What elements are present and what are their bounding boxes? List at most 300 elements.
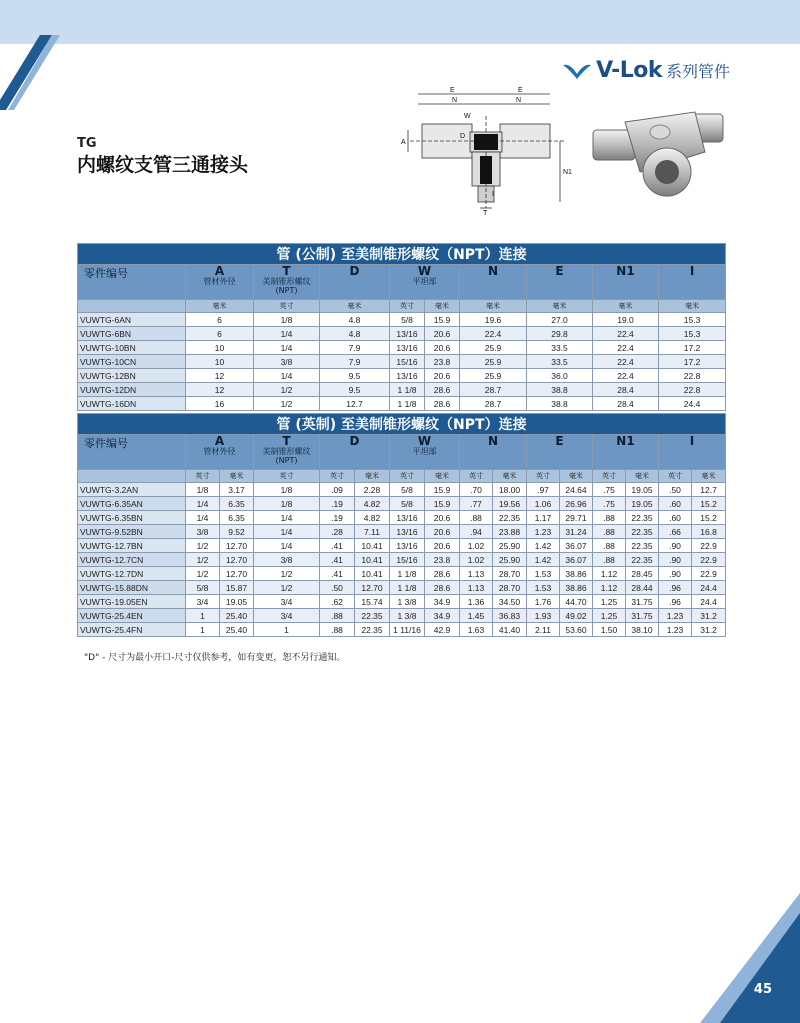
- table-cell: 22.8: [659, 383, 726, 397]
- table-cell: 6.35: [220, 497, 254, 511]
- table-cell: 20.6: [425, 327, 460, 341]
- table-cell: 36.07: [560, 539, 593, 553]
- table-cell: 22.35: [626, 539, 659, 553]
- table-cell: .97: [527, 483, 560, 497]
- table-cell: 1 1/8: [390, 581, 425, 595]
- imperial-units-row: 英寸 毫米 英寸 英寸 毫米 英寸 毫米 英寸 毫米 英寸 毫米 英寸 毫米 英寸 毫米: [78, 470, 726, 483]
- col-n1: N1: [593, 435, 659, 470]
- table-cell: 10: [186, 355, 254, 369]
- col-part-number: 零件编号: [78, 435, 186, 470]
- table-cell: 10.41: [355, 567, 390, 581]
- col-part-number: 零件编号: [78, 265, 186, 300]
- table-cell: 10.41: [355, 539, 390, 553]
- part-number-cell: VUWTG-6.35AN: [78, 497, 186, 511]
- table-cell: 22.9: [692, 553, 726, 567]
- corner-decoration: [600, 873, 800, 1023]
- table-cell: 44.70: [560, 595, 593, 609]
- table-cell: 38.86: [560, 567, 593, 581]
- table-cell: 28.6: [425, 567, 460, 581]
- table-cell: .88: [593, 511, 626, 525]
- page-number: 45: [753, 982, 772, 997]
- table-cell: 28.70: [493, 581, 527, 595]
- dim-i: I: [492, 191, 494, 198]
- table-cell: 12.70: [355, 581, 390, 595]
- table-cell: 25.90: [493, 539, 527, 553]
- table-cell: 38.86: [560, 581, 593, 595]
- corner-stripes: [0, 0, 60, 110]
- table-cell: .94: [460, 525, 493, 539]
- table-cell: 7.9: [320, 341, 390, 355]
- table-cell: 3/8: [186, 525, 220, 539]
- table-cell: 31.75: [626, 609, 659, 623]
- table-cell: .41: [320, 567, 355, 581]
- table-cell: 42.9: [425, 623, 460, 637]
- table-cell: 9.5: [320, 383, 390, 397]
- table-cell: 1.36: [460, 595, 493, 609]
- table-cell: 28.6: [425, 581, 460, 595]
- table-cell: 53.60: [560, 623, 593, 637]
- table-cell: .62: [320, 595, 355, 609]
- table-row: [78, 355, 726, 369]
- part-number-cell: VUWTG-3.2AN: [78, 483, 186, 497]
- col-i: I: [659, 435, 726, 470]
- table-cell: 38.8: [527, 397, 593, 411]
- dim-d: D: [460, 133, 466, 140]
- table-cell: 12: [186, 369, 254, 383]
- table-cell: .90: [659, 553, 692, 567]
- table-cell: 1/8: [254, 313, 320, 327]
- table-cell: 22.4: [593, 327, 659, 341]
- table-cell: 6: [186, 313, 254, 327]
- col-d: D: [320, 435, 390, 470]
- part-number-cell: VUWTG-25.4EN: [78, 609, 186, 623]
- table-cell: 12.70: [220, 567, 254, 581]
- table-cell: .96: [659, 595, 692, 609]
- table-cell: 3/4: [254, 609, 320, 623]
- table-cell: .41: [320, 553, 355, 567]
- table-cell: 33.5: [527, 341, 593, 355]
- imperial-table-title: 管 (英制) 至美制锥形螺纹（NPT）连接: [78, 414, 726, 435]
- dim-e-left: E: [450, 87, 455, 94]
- col-d: D: [320, 265, 390, 300]
- table-cell: .88: [320, 609, 355, 623]
- table-cell: 1.02: [460, 553, 493, 567]
- product-code: TG: [77, 136, 97, 151]
- table-cell: 1/2: [254, 567, 320, 581]
- table-cell: 13/16: [390, 539, 425, 553]
- table-cell: 26.96: [560, 497, 593, 511]
- table-cell: 10: [186, 341, 254, 355]
- table-cell: 34.9: [425, 595, 460, 609]
- table-cell: 1.06: [527, 497, 560, 511]
- table-cell: .41: [320, 539, 355, 553]
- table-cell: 13/16: [390, 369, 425, 383]
- table-cell: 1/2: [254, 397, 320, 411]
- table-cell: 1/2: [186, 553, 220, 567]
- table-cell: .70: [460, 483, 493, 497]
- table-cell: 31.75: [626, 595, 659, 609]
- table-cell: 25.9: [460, 341, 527, 355]
- table-cell: 1/2: [186, 567, 220, 581]
- table-cell: 19.05: [626, 483, 659, 497]
- col-w: W 平坦部: [390, 435, 460, 470]
- col-a: A 管材外径: [186, 265, 254, 300]
- table-cell: 1.25: [593, 609, 626, 623]
- table-cell: 24.64: [560, 483, 593, 497]
- table-cell: 29.8: [527, 327, 593, 341]
- table-cell: 20.6: [425, 525, 460, 539]
- table-row: [78, 609, 726, 623]
- part-number-cell: VUWTG-12.7BN: [78, 539, 186, 553]
- table-row: [78, 497, 726, 511]
- dim-n-right: N: [516, 97, 522, 104]
- table-cell: 28.7: [460, 383, 527, 397]
- table-cell: 23.8: [425, 553, 460, 567]
- table-cell: 27.0: [527, 313, 593, 327]
- part-number-cell: VUWTG-15.88DN: [78, 581, 186, 595]
- table-cell: .60: [659, 497, 692, 511]
- table-cell: 16.8: [692, 525, 726, 539]
- table-cell: 12: [186, 383, 254, 397]
- table-cell: 15/16: [390, 355, 425, 369]
- table-cell: 20.6: [425, 539, 460, 553]
- col-n: N: [460, 435, 527, 470]
- table-cell: 20.6: [425, 369, 460, 383]
- table-cell: 13/16: [390, 525, 425, 539]
- table-cell: 4.82: [355, 511, 390, 525]
- table-cell: 9.52: [220, 525, 254, 539]
- table-cell: 15.3: [659, 327, 726, 341]
- table-cell: 25.90: [493, 553, 527, 567]
- brand-series: 系列管件: [665, 62, 730, 81]
- table-row: [78, 553, 726, 567]
- table-row: [78, 581, 726, 595]
- table-row: [78, 383, 726, 397]
- table-cell: 1 3/8: [390, 609, 425, 623]
- table-row: [78, 397, 726, 411]
- table-cell: 6: [186, 327, 254, 341]
- table-cell: 1 1/8: [390, 567, 425, 581]
- table-cell: 33.5: [527, 355, 593, 369]
- table-cell: 1/4: [186, 511, 220, 525]
- dim-n1: N1: [563, 169, 572, 176]
- table-cell: 22.9: [692, 567, 726, 581]
- table-cell: .60: [659, 511, 692, 525]
- table-cell: 1.13: [460, 581, 493, 595]
- table-cell: 15.3: [659, 313, 726, 327]
- imperial-table: [77, 413, 726, 637]
- table-cell: 29.71: [560, 511, 593, 525]
- table-cell: .19: [320, 497, 355, 511]
- table-cell: 13/16: [390, 511, 425, 525]
- dim-a: A: [401, 139, 406, 146]
- part-number-cell: VUWTG-12.7DN: [78, 567, 186, 581]
- part-number-cell: VUWTG-10BN: [78, 341, 186, 355]
- col-t: T 美制锥形螺纹 (NPT): [254, 265, 320, 300]
- table-cell: 22.35: [626, 553, 659, 567]
- table-cell: 23.8: [425, 355, 460, 369]
- table-row: [78, 567, 726, 581]
- metric-table: [77, 243, 726, 411]
- table-cell: 19.0: [593, 313, 659, 327]
- table-cell: .50: [659, 483, 692, 497]
- dim-w: W: [464, 113, 471, 120]
- table-cell: 49.02: [560, 609, 593, 623]
- table-cell: 17.2: [659, 341, 726, 355]
- table-cell: 12.7: [320, 397, 390, 411]
- table-cell: 3/4: [186, 595, 220, 609]
- table-cell: 1/4: [254, 525, 320, 539]
- part-number-cell: VUWTG-6AN: [78, 313, 186, 327]
- table-cell: 19.56: [493, 497, 527, 511]
- table-cell: 1.93: [527, 609, 560, 623]
- table-cell: 28.70: [493, 567, 527, 581]
- table-cell: 1.23: [659, 609, 692, 623]
- table-cell: 6.35: [220, 511, 254, 525]
- table-cell: 22.4: [460, 327, 527, 341]
- table-cell: 1.02: [460, 539, 493, 553]
- part-number-cell: VUWTG-6BN: [78, 327, 186, 341]
- table-cell: 1/2: [186, 539, 220, 553]
- table-cell: 22.35: [355, 609, 390, 623]
- dim-e-right: E: [518, 87, 523, 94]
- table-cell: 24.4: [692, 581, 726, 595]
- technical-drawing: [400, 86, 575, 216]
- table-cell: 13/16: [390, 327, 425, 341]
- table-cell: 12.70: [220, 539, 254, 553]
- table-cell: 31.2: [692, 623, 726, 637]
- table-row: [78, 483, 726, 497]
- part-number-cell: VUWTG-16DN: [78, 397, 186, 411]
- table-cell: 1: [186, 623, 220, 637]
- table-cell: 1.25: [593, 595, 626, 609]
- table-row: [78, 623, 726, 637]
- part-number-cell: VUWTG-12DN: [78, 383, 186, 397]
- table-cell: 1.13: [460, 567, 493, 581]
- table-cell: 19.6: [460, 313, 527, 327]
- table-cell: 1 3/8: [390, 595, 425, 609]
- table-cell: 1.50: [593, 623, 626, 637]
- part-number-cell: VUWTG-12BN: [78, 369, 186, 383]
- part-number-cell: VUWTG-25.4FN: [78, 623, 186, 637]
- table-cell: 1: [186, 609, 220, 623]
- table-cell: .88: [320, 623, 355, 637]
- table-cell: 3/8: [254, 355, 320, 369]
- table-cell: 1/4: [254, 341, 320, 355]
- metric-table-title: 管 (公制) 至美制锥形螺纹（NPT）连接: [78, 244, 726, 265]
- table-row: [78, 369, 726, 383]
- table-cell: 22.35: [626, 525, 659, 539]
- wing-logo-icon: [562, 62, 592, 80]
- table-cell: 22.8: [659, 369, 726, 383]
- brand-logo: [562, 58, 730, 83]
- table-cell: 1.45: [460, 609, 493, 623]
- table-cell: 9.5: [320, 369, 390, 383]
- table-cell: 31.2: [692, 609, 726, 623]
- table-cell: 28.4: [593, 383, 659, 397]
- table-cell: 22.35: [355, 623, 390, 637]
- table-cell: 16: [186, 397, 254, 411]
- table-cell: 1/4: [254, 511, 320, 525]
- table-cell: 1/4: [254, 539, 320, 553]
- table-cell: 1.23: [659, 623, 692, 637]
- table-cell: .77: [460, 497, 493, 511]
- table-cell: .88: [460, 511, 493, 525]
- table-cell: 10.41: [355, 553, 390, 567]
- col-n: N: [460, 265, 527, 300]
- table-cell: 28.4: [593, 397, 659, 411]
- table-cell: 4.8: [320, 327, 390, 341]
- table-cell: 25.9: [460, 369, 527, 383]
- table-cell: .09: [320, 483, 355, 497]
- table-cell: .66: [659, 525, 692, 539]
- table-cell: 18.00: [493, 483, 527, 497]
- table-cell: .96: [659, 581, 692, 595]
- table-cell: 36.0: [527, 369, 593, 383]
- table-cell: 38.8: [527, 383, 593, 397]
- table-cell: .88: [593, 525, 626, 539]
- table-cell: 25.40: [220, 623, 254, 637]
- table-cell: 1 11/16: [390, 623, 425, 637]
- table-row: [78, 327, 726, 341]
- table-cell: 3.17: [220, 483, 254, 497]
- table-cell: 5/8: [390, 313, 425, 327]
- table-cell: 12.70: [220, 553, 254, 567]
- table-row: [78, 525, 726, 539]
- table-cell: .28: [320, 525, 355, 539]
- col-t: T 美制锥形螺纹 (NPT): [254, 435, 320, 470]
- table-cell: 34.9: [425, 609, 460, 623]
- table-cell: .75: [593, 497, 626, 511]
- table-cell: 13/16: [390, 341, 425, 355]
- table-cell: 1.12: [593, 567, 626, 581]
- table-cell: 1.23: [527, 525, 560, 539]
- dim-n-left: N: [452, 97, 458, 104]
- table-row: [78, 511, 726, 525]
- table-cell: 22.4: [593, 355, 659, 369]
- table-cell: 25.40: [220, 609, 254, 623]
- table-cell: 22.4: [593, 341, 659, 355]
- table-cell: 1/4: [254, 369, 320, 383]
- part-number-cell: VUWTG-6.35BN: [78, 511, 186, 525]
- table-cell: 38.10: [626, 623, 659, 637]
- table-cell: 28.6: [425, 383, 460, 397]
- table-cell: 1 1/8: [390, 397, 425, 411]
- table-cell: 1/8: [254, 497, 320, 511]
- table-cell: 36.07: [560, 553, 593, 567]
- table-cell: 34.50: [493, 595, 527, 609]
- table-cell: 25.9: [460, 355, 527, 369]
- table-cell: 1.53: [527, 581, 560, 595]
- table-cell: 1.42: [527, 553, 560, 567]
- table-cell: 24.4: [692, 595, 726, 609]
- table-cell: 15.9: [425, 313, 460, 327]
- table-cell: 22.4: [593, 369, 659, 383]
- table-cell: 22.35: [626, 511, 659, 525]
- table-cell: 1 1/8: [390, 383, 425, 397]
- table-cell: 20.6: [425, 511, 460, 525]
- table-cell: 7.9: [320, 355, 390, 369]
- table-cell: 15.74: [355, 595, 390, 609]
- table-cell: 17.2: [659, 355, 726, 369]
- product-photo: [585, 92, 730, 212]
- table-cell: 24.4: [659, 397, 726, 411]
- table-cell: 19.05: [220, 595, 254, 609]
- table-cell: 15.9: [425, 483, 460, 497]
- table-cell: 1/8: [186, 483, 220, 497]
- part-number-cell: VUWTG-12.7CN: [78, 553, 186, 567]
- table-cell: 36.83: [493, 609, 527, 623]
- table-cell: 15/16: [390, 553, 425, 567]
- table-cell: 2.28: [355, 483, 390, 497]
- table-cell: 1.17: [527, 511, 560, 525]
- table-cell: 1: [254, 623, 320, 637]
- table-cell: 20.6: [425, 341, 460, 355]
- table-cell: 1/4: [186, 497, 220, 511]
- table-cell: 19.05: [626, 497, 659, 511]
- table-cell: 7.11: [355, 525, 390, 539]
- table-cell: .50: [320, 581, 355, 595]
- table-cell: 1/8: [254, 483, 320, 497]
- table-cell: .88: [593, 553, 626, 567]
- table-cell: 15.2: [692, 497, 726, 511]
- col-w: W 平坦部: [390, 265, 460, 300]
- table-cell: 15.87: [220, 581, 254, 595]
- table-cell: 5/8: [390, 497, 425, 511]
- table-cell: 28.7: [460, 397, 527, 411]
- table-cell: 3/8: [254, 553, 320, 567]
- table-cell: 31.24: [560, 525, 593, 539]
- footnote: "D" - 尺寸为最小开口-尺寸仅供参考，如有变更，恕不另行通知。: [84, 653, 346, 663]
- table-cell: 22.35: [493, 511, 527, 525]
- table-cell: 4.82: [355, 497, 390, 511]
- col-e: E: [527, 265, 593, 300]
- col-i: I: [659, 265, 726, 300]
- table-cell: 28.44: [626, 581, 659, 595]
- product-title: 内螺纹支管三通接头: [77, 154, 249, 176]
- table-row: [78, 595, 726, 609]
- dim-t: T: [483, 210, 488, 216]
- table-cell: 1.12: [593, 581, 626, 595]
- metric-units-row: 毫米 英寸 毫米 英寸 毫米 毫米 毫米 毫米 毫米: [78, 300, 726, 313]
- table-cell: 15.2: [692, 511, 726, 525]
- part-number-cell: VUWTG-19.05EN: [78, 595, 186, 609]
- table-cell: .75: [593, 483, 626, 497]
- col-e: E: [527, 435, 593, 470]
- col-a: A 管材外径: [186, 435, 254, 470]
- table-cell: 1/4: [254, 327, 320, 341]
- table-row: [78, 539, 726, 553]
- col-n1: N1: [593, 265, 659, 300]
- table-row: [78, 313, 726, 327]
- table-cell: .90: [659, 567, 692, 581]
- table-cell: 3/4: [254, 595, 320, 609]
- table-cell: .19: [320, 511, 355, 525]
- table-cell: 5/8: [390, 483, 425, 497]
- table-row: [78, 341, 726, 355]
- table-cell: 1.42: [527, 539, 560, 553]
- part-number-cell: VUWTG-10CN: [78, 355, 186, 369]
- top-band: [0, 0, 800, 44]
- table-cell: 1/2: [254, 383, 320, 397]
- table-cell: 15.9: [425, 497, 460, 511]
- table-cell: 1.63: [460, 623, 493, 637]
- table-cell: 1/2: [254, 581, 320, 595]
- table-cell: 2.11: [527, 623, 560, 637]
- table-cell: .88: [593, 539, 626, 553]
- table-cell: 4.8: [320, 313, 390, 327]
- table-cell: 1.53: [527, 567, 560, 581]
